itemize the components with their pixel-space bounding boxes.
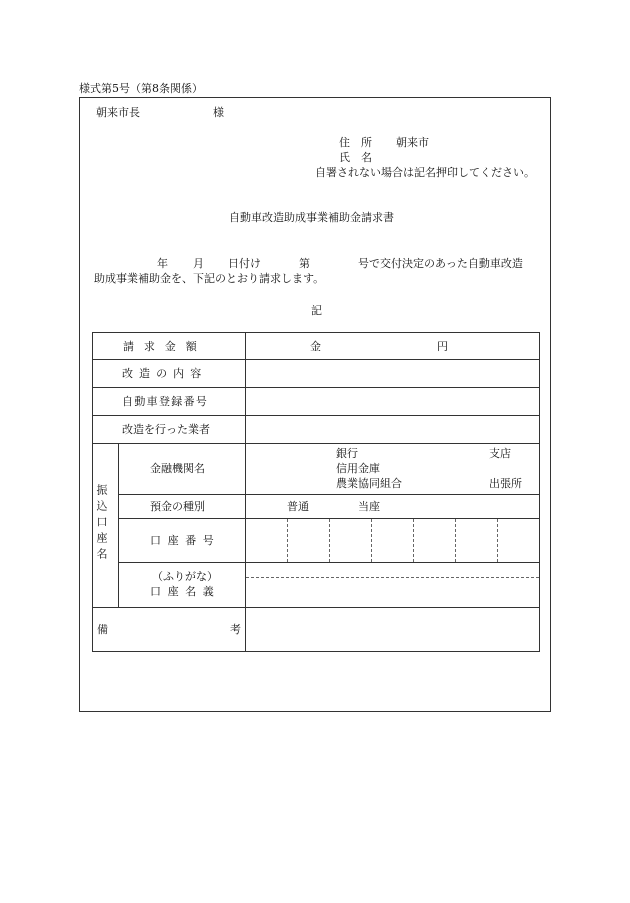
row-line <box>92 443 540 444</box>
row-line <box>92 387 540 388</box>
bank-label: 金融機関名 <box>150 462 205 475</box>
deposit-ordinary: 普通 <box>287 500 309 513</box>
row-line <box>92 607 540 608</box>
account-number-label: 口座番号 <box>150 534 221 547</box>
body-dated: 日付け <box>228 257 261 270</box>
address-label: 住 所 <box>339 136 372 149</box>
account-digit-divider <box>455 519 456 562</box>
body-no: 第 <box>299 257 310 270</box>
row-line <box>92 415 540 416</box>
account-digit-divider <box>287 519 288 562</box>
branch-type-office: 出張所 <box>489 477 522 490</box>
bank-type-agri: 農業協同組合 <box>336 477 402 490</box>
table-column-divider <box>245 332 246 652</box>
transfer-group-label: 振込口座名 <box>95 484 108 564</box>
ki-heading: 記 <box>311 304 322 317</box>
body-line2: 助成事業補助金を、下記のとおり請求します。 <box>94 272 325 285</box>
row-line <box>92 359 540 360</box>
furigana-divider <box>246 577 539 578</box>
row-line <box>118 562 540 563</box>
amount-unit: 円 <box>437 340 448 353</box>
deposit-checking: 当座 <box>358 500 380 513</box>
account-digit-divider <box>371 519 372 562</box>
remarks-label-right: 考 <box>230 623 241 636</box>
account-digit-divider <box>497 519 498 562</box>
name-label: 氏 名 <box>339 151 372 164</box>
document-title: 自動車改造助成事業補助金請求書 <box>229 211 394 224</box>
body-year: 年 <box>157 257 168 270</box>
registration-label: 自動車登録番号 <box>122 395 209 408</box>
signature-note: 自署されない場合は記名押印してください。 <box>315 166 535 179</box>
bank-type-bank: 銀行 <box>336 447 358 460</box>
holder-label: 口座名義 <box>150 585 221 598</box>
table-bottom-border <box>92 651 540 652</box>
transfer-group-divider <box>118 443 119 608</box>
body-rest: 号で交付決定のあった自動車改造 <box>358 257 523 270</box>
remarks-label-left: 備 <box>97 623 108 636</box>
deposit-label: 預金の種別 <box>150 500 205 513</box>
form-number: 様式第5号（第8条関係） <box>79 82 203 95</box>
bank-type-credit: 信用金庫 <box>336 462 380 475</box>
account-digit-divider <box>329 519 330 562</box>
branch-type-branch: 支店 <box>489 447 511 460</box>
addressee-name: 朝来市長 <box>96 106 140 119</box>
addressee-honorific: 様 <box>213 106 224 119</box>
amount-prefix: 金 <box>310 340 321 353</box>
amount-label: 請求金額 <box>123 340 207 353</box>
address-value: 朝来市 <box>396 136 429 149</box>
account-digit-divider <box>413 519 414 562</box>
table-left-border <box>92 332 93 652</box>
body-month: 月 <box>193 257 204 270</box>
furigana-label: （ふりがな） <box>152 570 218 583</box>
content-label: 改造の内容 <box>122 367 208 380</box>
table-right-border <box>539 332 540 652</box>
contractor-label: 改造を行った業者 <box>122 423 210 436</box>
row-line <box>118 494 540 495</box>
table-top-border <box>92 332 540 333</box>
